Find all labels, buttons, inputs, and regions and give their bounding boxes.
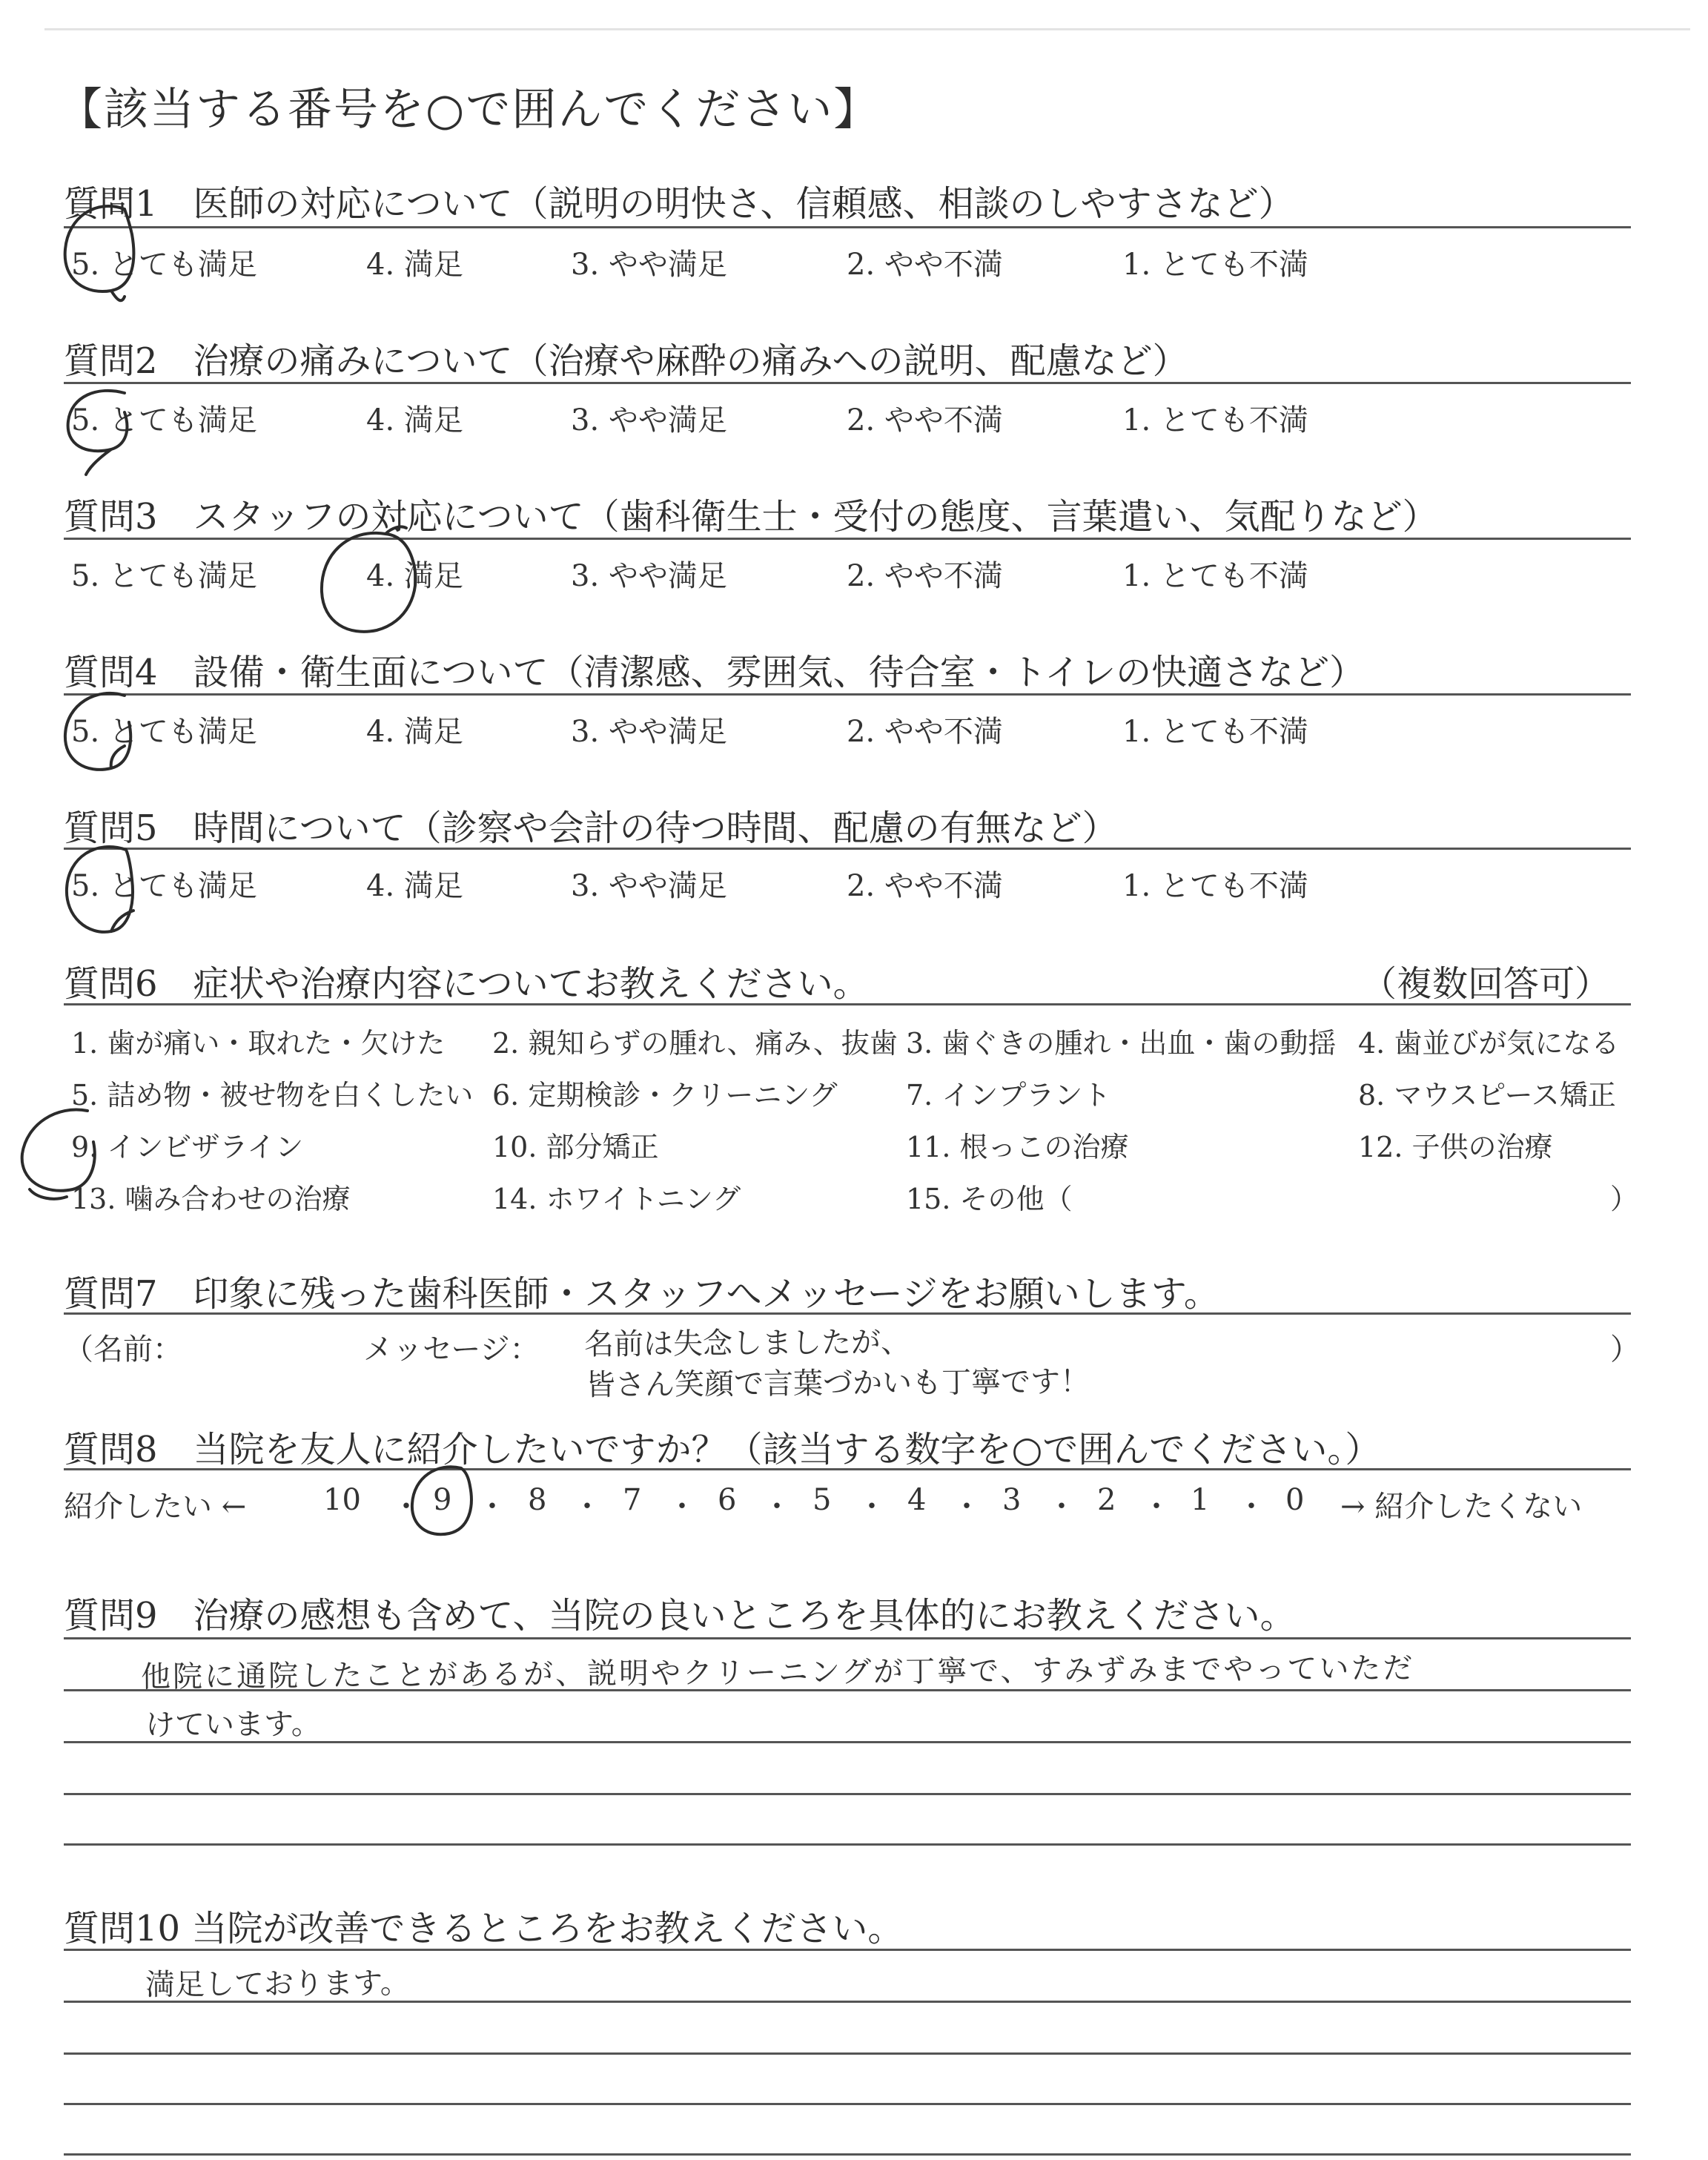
q6-option-3[interactable]: 3. 歯ぐきの腫れ・出血・歯の動揺 xyxy=(906,1027,1337,1060)
q1-option-4[interactable]: 4. 満足 xyxy=(366,248,463,282)
q5-option-5[interactable]: 5. とても満足 xyxy=(71,869,257,903)
question-9-rule-3 xyxy=(64,1741,1631,1743)
question-1-label: 質問1 医師の対応について（説明の明快さ、信頼感、相談のしやすさなど） xyxy=(64,183,1294,225)
q4-option-4[interactable]: 4. 満足 xyxy=(366,715,463,749)
q6-option-2[interactable]: 2. 親知らずの腫れ、痛み、抜歯 xyxy=(492,1027,898,1060)
q4-option-3[interactable]: 3. やや満足 xyxy=(571,715,727,749)
q9-handwritten-line-2: けています。 xyxy=(145,1707,321,1743)
question-6-label: 質問6 症状や治療内容についてお教えください。 xyxy=(64,963,869,1005)
q8-separator: ・ xyxy=(1237,1490,1266,1524)
q5-option-4[interactable]: 4. 満足 xyxy=(366,869,463,903)
question-6-rule xyxy=(64,1003,1631,1005)
question-9-rule-4 xyxy=(64,1793,1631,1795)
page-title: 【該当する番号を○で囲んでください】 xyxy=(58,84,880,136)
q9-handwritten-line-1: 他院に通院したことがあるが、説明やクリーニングが丁寧で、すみずみまでやっていただ xyxy=(140,1651,1415,1694)
q3-option-1[interactable]: 1. とても不満 xyxy=(1122,559,1308,593)
q8-scale-1[interactable]: 1 xyxy=(1191,1483,1210,1517)
q7-close-paren: ） xyxy=(1610,1332,1640,1367)
q6-option-4[interactable]: 4. 歯並びが気になる xyxy=(1358,1027,1620,1060)
question-9-rule-2 xyxy=(64,1689,1631,1691)
question-10-label: 質問10 当院が改善できるところをお教えください。 xyxy=(64,1908,904,1949)
q6-option-14[interactable]: 14. ホワイトニング xyxy=(492,1183,741,1215)
q6-option-11[interactable]: 11. 根っこの治療 xyxy=(906,1131,1129,1163)
question-1-rule xyxy=(64,226,1631,228)
q1-option-3[interactable]: 3. やや満足 xyxy=(571,248,727,282)
question-8-rule xyxy=(64,1468,1631,1470)
question-10-rule-5 xyxy=(64,2153,1631,2156)
q8-scale-9[interactable]: 9 xyxy=(433,1483,452,1517)
q7-handwritten-line-2: 皆さん笑顔で言葉づかいも丁寧です！ xyxy=(585,1364,1090,1403)
question-10-rule-4 xyxy=(64,2103,1631,2105)
q3-option-5[interactable]: 5. とても満足 xyxy=(71,559,257,593)
q8-scale-10[interactable]: 10 xyxy=(323,1483,361,1517)
question-10-rule-1 xyxy=(64,1949,1631,1951)
question-4-label: 質問4 設備・衛生面について（清潔感、雰囲気、待合室・トイレの快適さなど） xyxy=(64,652,1366,693)
q8-separator: ・ xyxy=(857,1490,887,1524)
q8-right-label: → 紹介したくない xyxy=(1340,1490,1583,1524)
q8-scale-0[interactable]: 0 xyxy=(1285,1483,1305,1517)
q6-option-10[interactable]: 10. 部分矯正 xyxy=(492,1131,659,1163)
q2-option-5[interactable]: 5. とても満足 xyxy=(71,403,257,437)
question-9-label: 質問9 治療の感想も含めて、当院の良いところを具体的にお教えください。 xyxy=(64,1595,1296,1636)
question-5-rule xyxy=(64,848,1631,850)
q7-message-label: メッセージ： xyxy=(363,1332,540,1367)
question-3-label: 質問3 スタッフの対応について（歯科衛生士・受付の態度、言葉遣い、気配りなど） xyxy=(64,496,1438,538)
q8-scale-7[interactable]: 7 xyxy=(623,1483,642,1517)
q8-separator: ・ xyxy=(391,1490,421,1524)
question-10-rule-3 xyxy=(64,2052,1631,2055)
q8-scale-5[interactable]: 5 xyxy=(812,1483,832,1517)
q8-separator: ・ xyxy=(667,1490,697,1524)
page-top-edge xyxy=(44,28,1690,30)
q8-separator: ・ xyxy=(762,1490,792,1524)
question-10-rule-2 xyxy=(64,2001,1631,2003)
q6-option-7[interactable]: 7. インプラント xyxy=(906,1079,1111,1112)
q4-option-2[interactable]: 2. やや不満 xyxy=(847,715,1003,749)
question-4-rule xyxy=(64,693,1631,696)
q7-name-label: （名前： xyxy=(64,1332,182,1367)
q2-option-1[interactable]: 1. とても不満 xyxy=(1122,403,1308,437)
question-2-label: 質問2 治療の痛みについて（治療や麻酔の痛みへの説明、配慮など） xyxy=(64,340,1188,382)
q8-separator: ・ xyxy=(477,1490,507,1524)
question-3-rule xyxy=(64,538,1631,540)
q3-option-3[interactable]: 3. やや満足 xyxy=(571,559,727,593)
q8-left-label: 紹介したい ← xyxy=(64,1490,247,1524)
question-6-note: （複数回答可） xyxy=(1361,963,1611,1005)
q5-option-1[interactable]: 1. とても不満 xyxy=(1122,869,1308,903)
q1-option-5[interactable]: 5. とても満足 xyxy=(71,248,257,282)
q6-option-1[interactable]: 1. 歯が痛い・取れた・欠けた xyxy=(71,1027,446,1060)
q10-handwritten-line-1: 満足しております。 xyxy=(145,1966,410,2003)
q8-scale-6[interactable]: 6 xyxy=(718,1483,737,1517)
q8-scale-3[interactable]: 3 xyxy=(1002,1483,1022,1517)
q6-option-12[interactable]: 12. 子供の治療 xyxy=(1358,1131,1553,1163)
q6-option-8[interactable]: 8. マウスピース矯正 xyxy=(1358,1079,1616,1112)
q8-separator: ・ xyxy=(1142,1490,1171,1524)
question-5-label: 質問5 時間について（診察や会計の待つ時間、配慮の有無など） xyxy=(64,807,1118,849)
question-7-rule xyxy=(64,1312,1631,1315)
q6-option-6[interactable]: 6. 定期検診・クリーニング xyxy=(492,1079,838,1112)
question-8-label: 質問8 当院を友人に紹介したいですか？（該当する数字を○で囲んでください。） xyxy=(64,1429,1381,1470)
q7-handwritten-line-1: 名前は失念しましたが、 xyxy=(583,1325,911,1362)
q6-option-13[interactable]: 13. 噛み合わせの治療 xyxy=(71,1183,351,1215)
q8-scale-8[interactable]: 8 xyxy=(528,1483,547,1517)
question-9-rule-1 xyxy=(64,1637,1631,1639)
q8-scale-4[interactable]: 4 xyxy=(907,1483,927,1517)
q4-option-5[interactable]: 5. とても満足 xyxy=(71,715,257,749)
q5-option-2[interactable]: 2. やや不満 xyxy=(847,869,1003,903)
q2-option-2[interactable]: 2. やや不満 xyxy=(847,403,1003,437)
q3-option-4[interactable]: 4. 満足 xyxy=(366,559,463,593)
q2-option-4[interactable]: 4. 満足 xyxy=(366,403,463,437)
q8-separator: ・ xyxy=(1047,1490,1076,1524)
q2-option-3[interactable]: 3. やや満足 xyxy=(571,403,727,437)
q3-option-2[interactable]: 2. やや不満 xyxy=(847,559,1003,593)
q8-separator: ・ xyxy=(572,1490,602,1524)
q8-scale-2[interactable]: 2 xyxy=(1097,1483,1116,1517)
q1-option-2[interactable]: 2. やや不満 xyxy=(847,248,1003,282)
question-9-rule-5 xyxy=(64,1843,1631,1846)
q6-option-5[interactable]: 5. 詰め物・被せ物を白くしたい xyxy=(71,1079,474,1112)
q5-option-3[interactable]: 3. やや満足 xyxy=(571,869,727,903)
q4-option-1[interactable]: 1. とても不満 xyxy=(1122,715,1308,749)
question-7-label: 質問7 印象に残った歯科医師・スタッフへメッセージをお願いします。 xyxy=(64,1273,1219,1315)
q1-option-1[interactable]: 1. とても不満 xyxy=(1122,248,1308,282)
question-2-rule xyxy=(64,382,1631,384)
q6-other-close-paren: ） xyxy=(1610,1183,1639,1215)
q6-option-9[interactable]: 9. インビザライン xyxy=(71,1131,304,1163)
q8-separator: ・ xyxy=(952,1490,982,1524)
q6-option-15[interactable]: 15. その他（ xyxy=(906,1183,1073,1215)
